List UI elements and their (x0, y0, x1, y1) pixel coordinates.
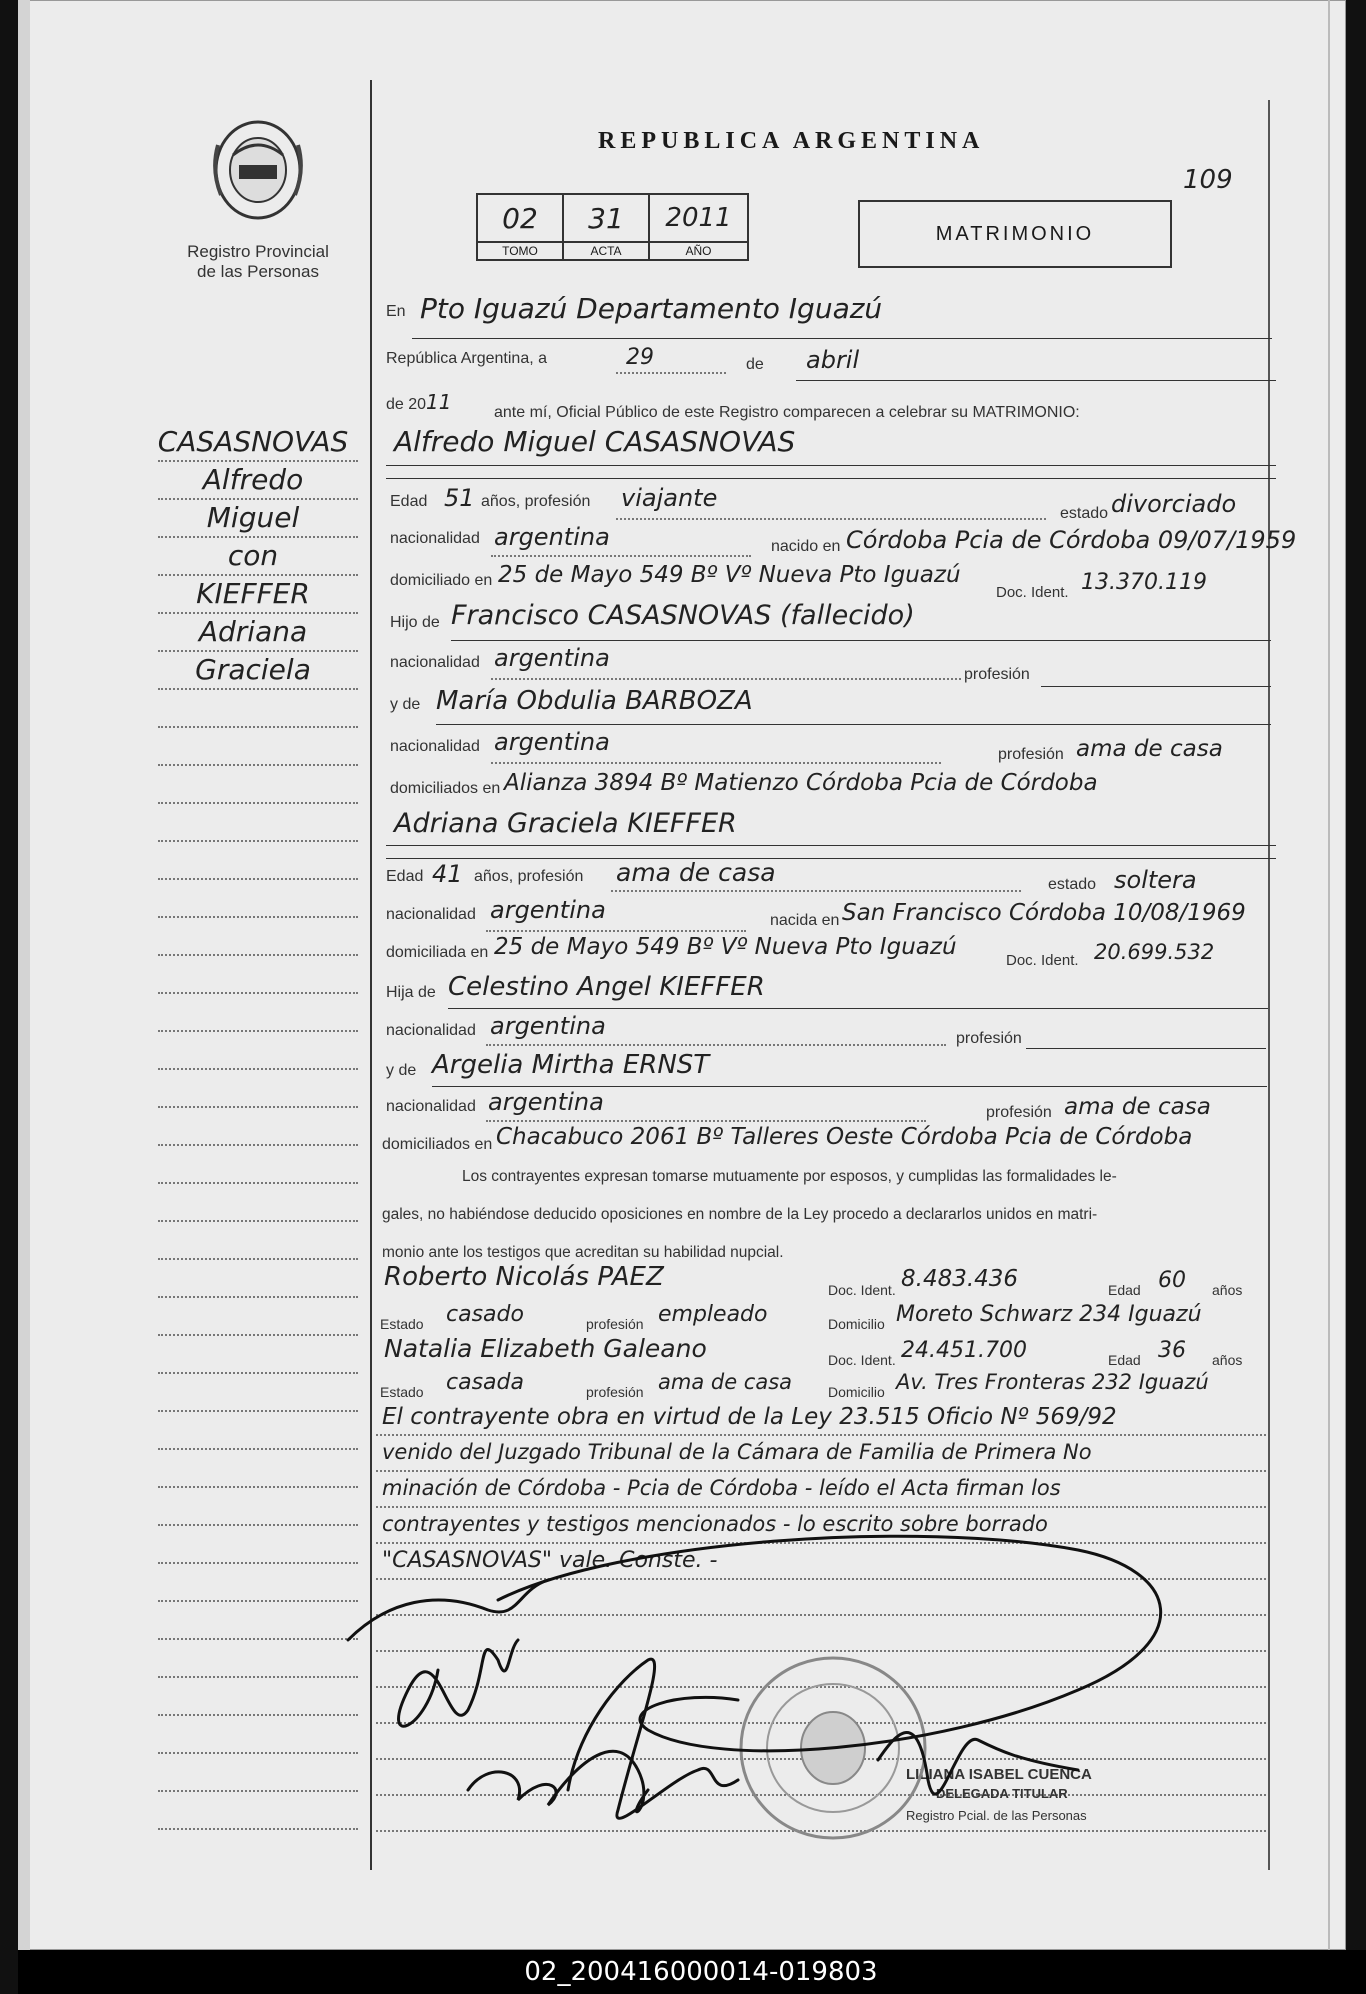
document-code: 02_200416000014-019803 (18, 1950, 1366, 1994)
de-label: de (746, 356, 764, 373)
bride-profesion-label: años, profesión (474, 868, 584, 885)
bride-madre-prof-label: profesión (986, 1104, 1052, 1121)
margin-rule (158, 1030, 358, 1032)
margin-rule (158, 954, 358, 956)
groom-madre-prof: ama de casa (1076, 736, 1223, 762)
witness-signature (568, 1659, 738, 1818)
margin-rule (158, 1334, 358, 1336)
witness-2-edad-label: Edad (1108, 1352, 1141, 1368)
bride-padres-dom: Chacabuco 2061 Bº Talleres Oeste Córdoba Pcia de Córdoba (496, 1124, 1193, 1150)
tomo-value: 02 (477, 194, 563, 242)
bride-nacionalidad: argentina (490, 896, 606, 924)
witness-2-prof-label: profesión (586, 1384, 644, 1400)
bride-madre-label: y de (386, 1062, 417, 1079)
bride-doc: 20.699.532 (1094, 940, 1215, 964)
groom-nacionalidad: argentina (494, 523, 610, 551)
bride-madre-nac: argentina (488, 1088, 604, 1116)
groom-estado-label: estado (1060, 505, 1109, 522)
margin-note: Adriana (198, 615, 308, 648)
note-line: minación de Córdoba - Pcia de Córdoba - leído el Acta firman los (382, 1476, 1061, 1500)
bride-padre-label: Hija de (386, 984, 436, 1001)
groom-nacido: Córdoba Pcia de Córdoba 09/07/1959 (846, 526, 1297, 554)
witness-1-anios: años (1212, 1282, 1243, 1298)
body-rule (376, 1470, 1266, 1472)
en-label: En (386, 303, 406, 320)
bride-padre-nac-label: nacionalidad (386, 1022, 476, 1039)
bride-dom-label: domiciliada en (386, 944, 489, 961)
groom-nacido-label: nacido en (771, 538, 841, 555)
bride-nacida: San Francisco Córdoba 10/08/1969 (842, 900, 1246, 926)
groom-profesion-label: años, profesión (481, 493, 591, 510)
groom-padres-dom-label: domiciliados en (390, 780, 501, 797)
margin-rule (158, 840, 358, 842)
groom-padre: Francisco CASASNOVAS (fallecido) (451, 600, 915, 631)
signatures (318, 1530, 1268, 1860)
page-edge (18, 0, 30, 1950)
margin-rule (158, 726, 358, 728)
page-fold (1328, 0, 1330, 1950)
declaration-line-1: Los contrayentes expresan tomarse mutuamente por esposos, y cumplidas las formalidades le- (462, 1168, 1117, 1185)
large-signature-loop (498, 1536, 1161, 1751)
place-value: Pto Iguazú Departamento Iguazú (420, 292, 883, 325)
bride-padre-nac: argentina (490, 1012, 606, 1040)
day-value: 29 (626, 345, 654, 370)
republica-label: República Argentina, a (386, 350, 547, 367)
groom-padres-dom: Alianza 3894 Bº Matienzo Córdoba Pcia de Córdoba (504, 770, 1098, 796)
witness-1-name: Roberto Nicolás PAEZ (384, 1262, 664, 1292)
witness-2-domicilio: Av. Tres Fronteras 232 Iguazú (896, 1370, 1209, 1394)
witness-1-profesion: empleado (658, 1302, 768, 1327)
margin-rule (158, 878, 358, 880)
note-line: "CASASNOVAS" vale. Conste. - (382, 1548, 718, 1573)
witness-1-edad-label: Edad (1108, 1282, 1141, 1298)
bride-profesion: ama de casa (616, 858, 776, 887)
bride-madre-prof: ama de casa (1064, 1094, 1211, 1120)
bride-madre: Argelia Mirtha ERNST (432, 1050, 710, 1080)
bride-domicilio: 25 de Mayo 549 Bº Vº Nueva Pto Iguazú (494, 934, 957, 960)
margin-rule (158, 1220, 358, 1222)
groom-madre-nac: argentina (494, 728, 610, 756)
groom-nac-label: nacionalidad (390, 530, 480, 547)
bride-madre-nac-label: nacionalidad (386, 1098, 476, 1115)
groom-profesion: viajante (621, 484, 718, 512)
witness-2-estado: casada (446, 1370, 524, 1395)
margin-rule (158, 1524, 358, 1526)
note-line: contrayentes y testigos mencionados - lo escrito sobre borrado (382, 1512, 1048, 1536)
bride-nacida-label: nacida en (770, 912, 840, 929)
margin-rule (158, 650, 358, 652)
margin-note-surname: CASASNOVAS (157, 425, 349, 458)
groom-estado: divorciado (1111, 490, 1237, 518)
right-border (1268, 100, 1270, 1870)
margin-rule (158, 688, 358, 690)
witness-1-dom-label: Domicilio (828, 1316, 885, 1332)
margin-note: con (227, 539, 279, 572)
margin-rule (158, 1258, 358, 1260)
acta-label: ACTA (563, 242, 649, 260)
groom-madre-prof-label: profesión (998, 746, 1064, 763)
bride-padres-dom-label: domiciliados en (382, 1136, 493, 1153)
groom-doc-label: Doc. Ident. (996, 584, 1069, 601)
margin-rule (158, 1296, 358, 1298)
groom-signature (348, 1580, 548, 1726)
note-line: venido del Juzgado Tribunal de la Cámara de Familia de Primera No (382, 1440, 1092, 1464)
margin-rule (158, 1448, 358, 1450)
year-prefix: de 20 (386, 396, 427, 413)
witness-2-doc: 24.451.700 (901, 1338, 1027, 1363)
margin-rule (158, 1144, 358, 1146)
groom-edad: 51 (444, 484, 475, 512)
margin-rule (158, 574, 358, 576)
witness-1-doc: 8.483.436 (901, 1266, 1019, 1292)
margin-rule (158, 1410, 358, 1412)
groom-dom-label: domiciliado en (390, 572, 493, 589)
bride-estado: soltera (1114, 866, 1197, 894)
groom-madre-label: y de (390, 696, 421, 713)
groom-padre-nac-label: nacionalidad (390, 654, 480, 671)
registry-line-2: de las Personas (197, 262, 319, 281)
page-number: 109 (1183, 165, 1233, 195)
margin-rule (158, 764, 358, 766)
margin-rule (158, 460, 358, 462)
groom-madre-nac-label: nacionalidad (390, 738, 480, 755)
registry-line-1: Registro Provincial (187, 242, 329, 261)
country-title: REPUBLICA ARGENTINA (598, 128, 985, 154)
certificate-page (18, 0, 1346, 1987)
acta-number-box (476, 193, 749, 261)
margin-rule (158, 1486, 358, 1488)
margin-rule (158, 1106, 358, 1108)
margin-note: Graciela (195, 653, 311, 686)
margin-rule (158, 802, 358, 804)
anio-label: AÑO (649, 242, 748, 260)
registry-name (168, 242, 348, 282)
margin-rule (158, 536, 358, 538)
groom-madre: María Obdulia BARBOZA (436, 686, 753, 716)
witness-2-estado-label: Estado (380, 1384, 424, 1400)
witness-2-dom-label: Domicilio (828, 1384, 885, 1400)
groom-name: Alfredo Miguel CASASNOVAS (394, 425, 796, 458)
witness-1-estado: casado (446, 1302, 524, 1327)
bride-padre-prof-label: profesión (956, 1030, 1022, 1047)
acta-type-box: MATRIMONIO (858, 200, 1172, 268)
province-seal-icon (203, 115, 313, 225)
official-signature (878, 1733, 1078, 1795)
groom-domicilio: 25 de Mayo 549 Bº Vº Nueva Pto Iguazú (498, 562, 961, 588)
note-line: El contrayente obra en virtud de la Ley 23.515 Oficio Nº 569/92 (382, 1404, 1117, 1430)
groom-padre-prof-label: profesión (964, 666, 1030, 683)
margin-rule (158, 992, 358, 994)
year-suffix: 11 (426, 390, 452, 414)
witness-1-estado-label: Estado (380, 1316, 424, 1332)
groom-doc: 13.370.119 (1081, 570, 1207, 595)
witness-1-domicilio: Moreto Schwarz 234 Iguazú (896, 1302, 1202, 1327)
margin-rule (158, 498, 358, 500)
declaration-line-2: gales, no habiéndose deducido oposiciones en nombre de la Ley procedo a declararlos unidos en matri- (382, 1206, 1098, 1223)
bride-name: Adriana Graciela KIEFFER (394, 808, 737, 839)
margin-note: KIEFFER (196, 577, 310, 610)
witness-1-prof-label: profesión (586, 1316, 644, 1332)
groom-padre-nac: argentina (494, 644, 610, 672)
bride-estado-label: estado (1048, 876, 1097, 893)
witness-2-name: Natalia Elizabeth Galeano (384, 1334, 707, 1363)
witness-2-profesion: ama de casa (658, 1370, 793, 1394)
witness-1-edad: 60 (1158, 1268, 1186, 1293)
witness-2-doc-label: Doc. Ident. (828, 1352, 896, 1368)
bride-edad: 41 (432, 860, 463, 888)
groom-padre-label: Hijo de (390, 614, 440, 631)
witness-2-edad: 36 (1158, 1338, 1186, 1363)
acta-value: 31 (563, 194, 649, 242)
margin-rule (158, 916, 358, 918)
bride-doc-label: Doc. Ident. (1006, 952, 1079, 969)
margin-note: Alfredo (202, 463, 304, 496)
groom-edad-label: Edad (390, 493, 428, 510)
bride-edad-label: Edad (386, 868, 424, 885)
month-value: abril (806, 346, 860, 374)
intro-text: ante mí, Oficial Público de este Registro comparecen a celebrar su MATRIMONIO: (494, 404, 1080, 421)
margin-rule (158, 612, 358, 614)
margin-rule (158, 1068, 358, 1070)
declaration-line-3: monio ante los testigos que acreditan su habilidad nupcial. (382, 1244, 784, 1261)
bride-nac-label: nacionalidad (386, 906, 476, 923)
margin-note: Miguel (206, 501, 300, 534)
bride-padre: Celestino Angel KIEFFER (448, 972, 765, 1002)
margin-rule (158, 1372, 358, 1374)
body-rule (376, 1434, 1266, 1436)
tomo-label: TOMO (477, 242, 563, 260)
body-rule (376, 1506, 1266, 1508)
witness-2-anios: años (1212, 1352, 1243, 1368)
official-office: Registro Pcial. de las Personas (906, 1808, 1087, 1823)
anio-value: 2011 (649, 194, 748, 242)
official-name: LILIANA ISABEL CUENCA (906, 1766, 1092, 1783)
margin-rule (158, 1182, 358, 1184)
witness-1-doc-label: Doc. Ident. (828, 1282, 896, 1298)
official-title: DELEGADA TITULAR (936, 1786, 1068, 1801)
